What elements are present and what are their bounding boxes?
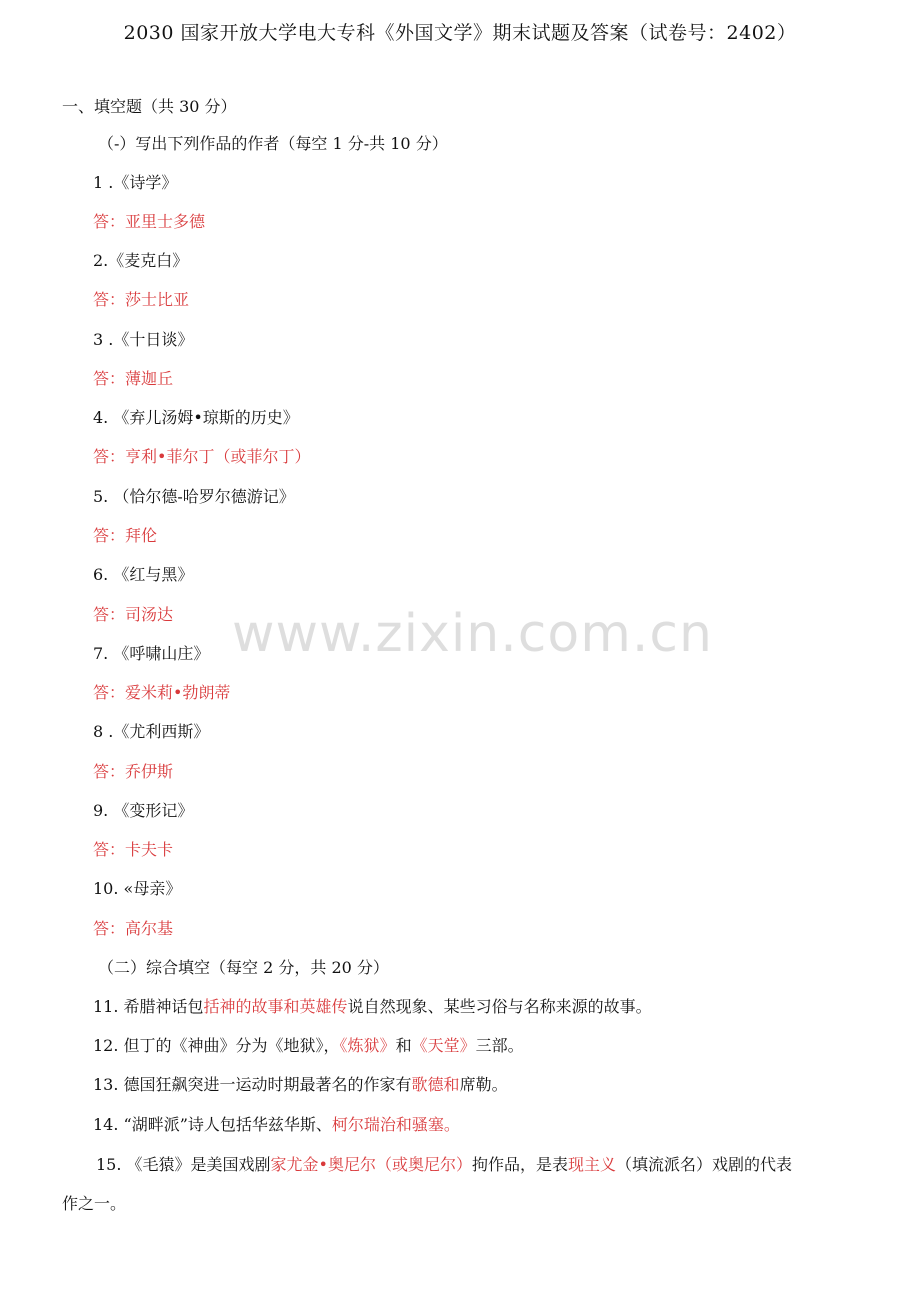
answer-text: 家尤金•奥尼尔（或奥尼尔） [270, 1155, 472, 1174]
answer-prefix: 答： [93, 605, 126, 624]
question-11 [93, 997, 652, 1017]
answer-prefix: 答： [93, 369, 126, 388]
answer-prefix: 答： [93, 683, 126, 702]
question-8: 8 .《尤利西斯》 [93, 722, 210, 741]
answer-text: 拜伦 [125, 526, 158, 545]
question-12 [93, 1036, 524, 1056]
question-6: 6. 《红与黑》 [93, 565, 194, 584]
document-title: 2030 国家开放大学电大专科《外国文学》期末试题及答案（试卷号：2402） [123, 22, 797, 44]
answer-text: 卡夫卡 [125, 840, 174, 859]
question-text: 席勒。 [459, 1075, 508, 1094]
question-text: 13. 德国狂飙突进一运动时期最著名的作家有 [93, 1075, 412, 1094]
question-14 [93, 1115, 460, 1135]
question-text: （填流派名）戏剧的代表 [616, 1155, 793, 1174]
question-15-continuation: 作之一。 [62, 1194, 127, 1213]
answer-text: 括神的故事和英雄传 [203, 997, 348, 1016]
question-text: 和 [395, 1036, 412, 1055]
answer-9 [93, 840, 173, 860]
answer-text: 歌德和 [411, 1075, 460, 1094]
watermark: www.zixin.com.cn [232, 604, 713, 664]
answer-prefix: 答： [93, 290, 126, 309]
question-text: 14. “湖畔派”诗人包括华兹华斯、 [93, 1115, 332, 1134]
answer-text: 爱米莉•勃朗蒂 [125, 683, 231, 702]
section-heading-fill-in: 一、填空题（共 30 分） [62, 97, 237, 116]
answer-text: 现主义 [568, 1155, 617, 1174]
answer-text: 高尔基 [125, 919, 174, 938]
question-5: 5. （恰尔德-哈罗尔德游记》 [93, 487, 295, 506]
question-9: 9. 《变形记》 [93, 801, 194, 820]
answer-text: 司汤达 [125, 605, 174, 624]
answer-text: 薄迦丘 [125, 369, 174, 388]
answer-text: 《炼狱》 [339, 1036, 396, 1055]
question-13 [93, 1075, 508, 1095]
question-2: 2.《麦克白》 [93, 251, 189, 270]
answer-text: 柯尔瑞治和骚塞。 [331, 1115, 460, 1134]
question-text: 说自然现象、某些习俗与名称来源的故事。 [347, 997, 652, 1016]
question-text: 11. 希腊神话包 [93, 997, 204, 1016]
answer-prefix: 答： [93, 762, 126, 781]
answer-5 [93, 526, 157, 546]
question-text: 12. 但丁的《神曲》分为《地狱》， [93, 1036, 340, 1055]
answer-text: 亨利•菲尔丁（或菲尔丁） [125, 447, 311, 466]
question-10: 10. «母亲》 [93, 879, 182, 898]
part1-heading: （-）写出下列作品的作者（每空 1 分-共 10 分） [98, 134, 448, 153]
question-7: 7. 《呼啸山庄》 [93, 644, 210, 663]
answer-3 [93, 369, 173, 389]
answer-text: 乔伊斯 [125, 762, 174, 781]
answer-8 [93, 762, 173, 782]
answer-1 [93, 212, 205, 232]
answer-2 [93, 290, 189, 310]
question-text: 拘作品，是表 [472, 1155, 569, 1174]
question-text: 15. 《毛猿》是美国戏剧 [96, 1155, 271, 1174]
answer-prefix: 答： [93, 919, 126, 938]
answer-prefix: 答： [93, 212, 126, 231]
answer-text: 《天堂》 [411, 1036, 476, 1055]
answer-text: 亚里士多德 [125, 212, 206, 231]
answer-prefix: 答： [93, 840, 126, 859]
answer-prefix: 答： [93, 447, 126, 466]
answer-4 [93, 447, 310, 467]
answer-7 [93, 683, 230, 703]
question-15 [96, 1155, 792, 1175]
question-1: 1 .《诗学》 [93, 173, 178, 192]
answer-text: 莎士比亚 [125, 290, 190, 309]
answer-10 [93, 919, 173, 939]
question-4: 4. 《弃儿汤姆•琼斯的历史》 [93, 408, 299, 427]
answer-6 [93, 605, 173, 625]
answer-prefix: 答： [93, 526, 126, 545]
question-text: 三部。 [475, 1036, 524, 1055]
question-3: 3 .《十日谈》 [93, 330, 194, 349]
part2-heading: （二）综合填空（每空 2 分，共 20 分） [98, 958, 389, 977]
